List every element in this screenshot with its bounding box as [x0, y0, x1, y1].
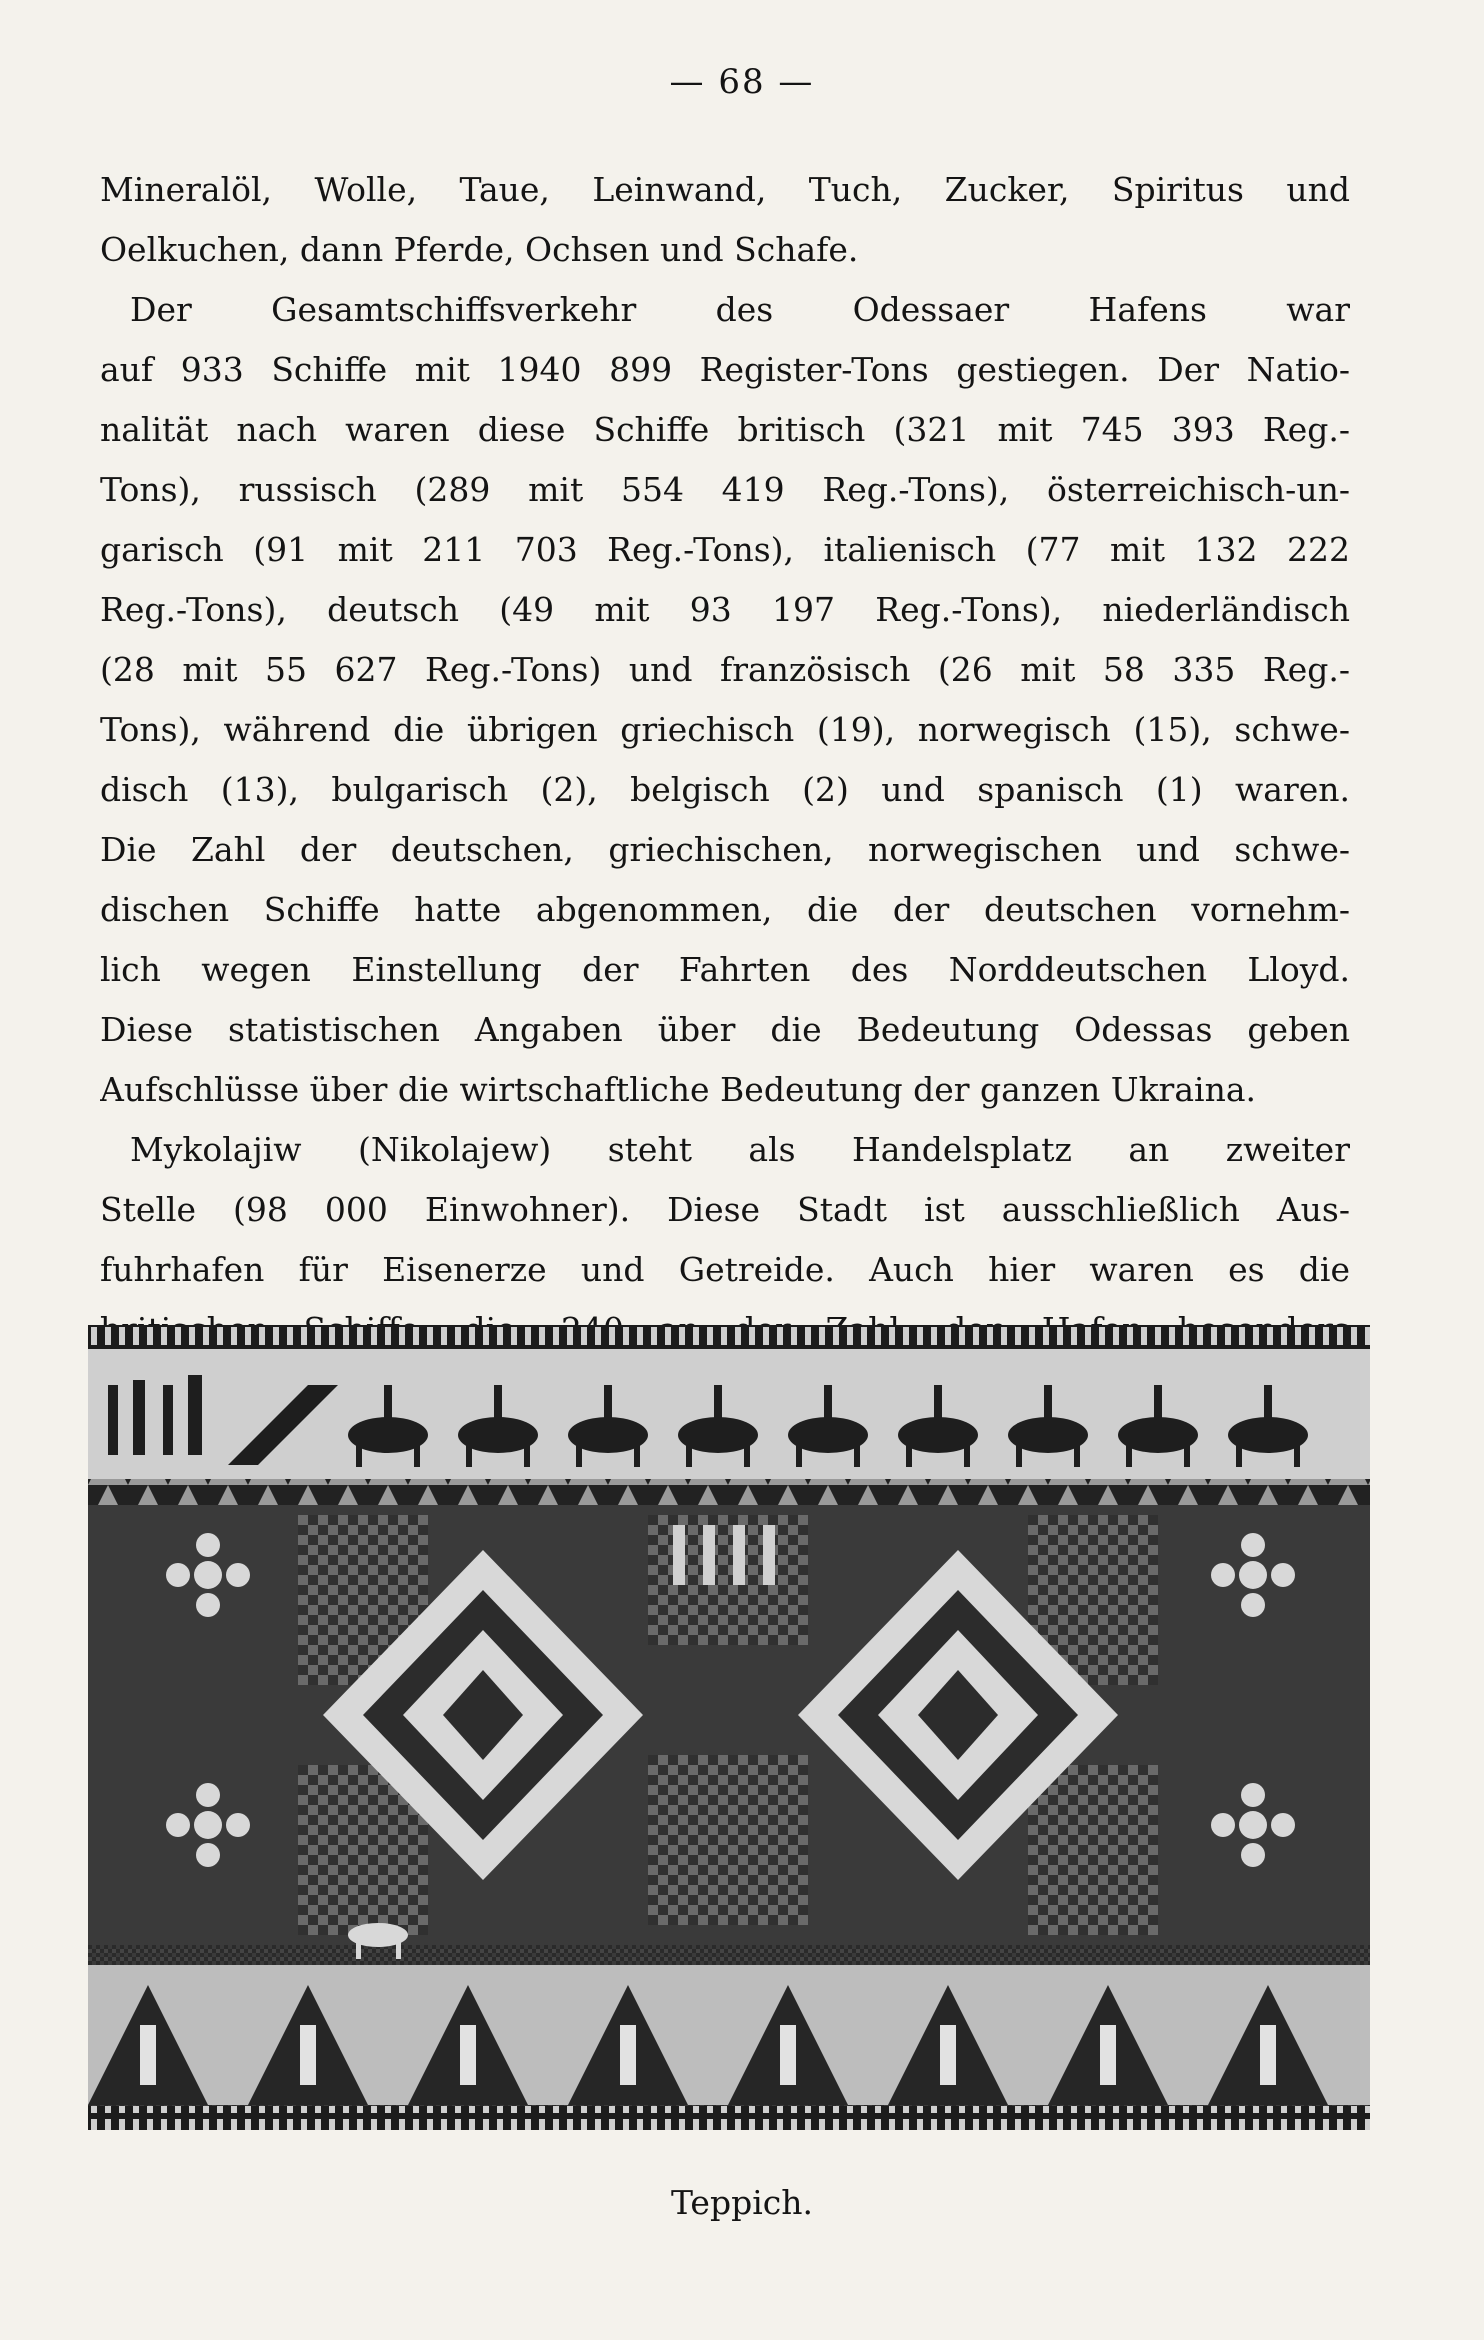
text-line: lich wegen Einstellung der Fahrten des Norddeutschen Lloyd. [100, 950, 1350, 989]
text-line: Der Gesamtschiffsverkehr des Odessaer Hafens war [130, 290, 1350, 329]
text-line: Mykolajiw (Nikolajew) steht als Handelsplatz an zweiter [130, 1130, 1350, 1169]
text-line: Tons), während die übrigen griechisch (19), norwegisch (15), schwe- [100, 710, 1350, 749]
text-line: Stelle (98 000 Einwohner). Diese Stadt ist ausschließlich Aus- [100, 1190, 1350, 1229]
text-line: fuhrhafen für Eisenerze und Getreide. Auch hier waren es die [100, 1250, 1350, 1289]
text-line: Aufschlüsse über die wirtschaftliche Bedeutung der ganzen Ukraina. [100, 1070, 1256, 1109]
text-line: Reg.-Tons), deutsch (49 mit 93 197 Reg.-Tons), niederländisch [100, 590, 1350, 629]
text-line: (28 mit 55 627 Reg.-Tons) und französisch (26 mit 58 335 Reg.- [100, 650, 1350, 689]
text-line: Tons), russisch (289 mit 554 419 Reg.-Tons), österreichisch-un- [100, 470, 1350, 509]
text-line: nalität nach waren diese Schiffe britisch (321 mit 745 393 Reg.- [100, 410, 1350, 449]
text-line: auf 933 Schiffe mit 1940 899 Register-Tons gestiegen. Der Natio- [100, 350, 1350, 389]
text-line: Die Zahl der deutschen, griechischen, norwegischen und schwe- [100, 830, 1350, 869]
body-text [100, 160, 1350, 1360]
carpet-photo-icon [88, 1325, 1370, 2130]
figure-caption: Teppich. [670, 2183, 813, 2222]
text-line: garisch (91 mit 211 703 Reg.-Tons), italienisch (77 mit 132 222 [100, 530, 1350, 569]
text-line: disch (13), bulgarisch (2), belgisch (2) und spanisch (1) waren. [100, 770, 1350, 809]
carpet-figure [88, 1325, 1370, 2130]
page-number: — 68 — [669, 62, 815, 102]
text-line: Oelkuchen, dann Pferde, Ochsen und Schafe. [100, 230, 859, 269]
text-line: Mineralöl, Wolle, Taue, Leinwand, Tuch, Zucker, Spiritus und [100, 170, 1350, 209]
text-line: dischen Schiffe hatte abgenommen, die der deutschen vornehm- [100, 890, 1350, 929]
text-line: Diese statistischen Angaben über die Bedeutung Odessas geben [100, 1010, 1350, 1049]
